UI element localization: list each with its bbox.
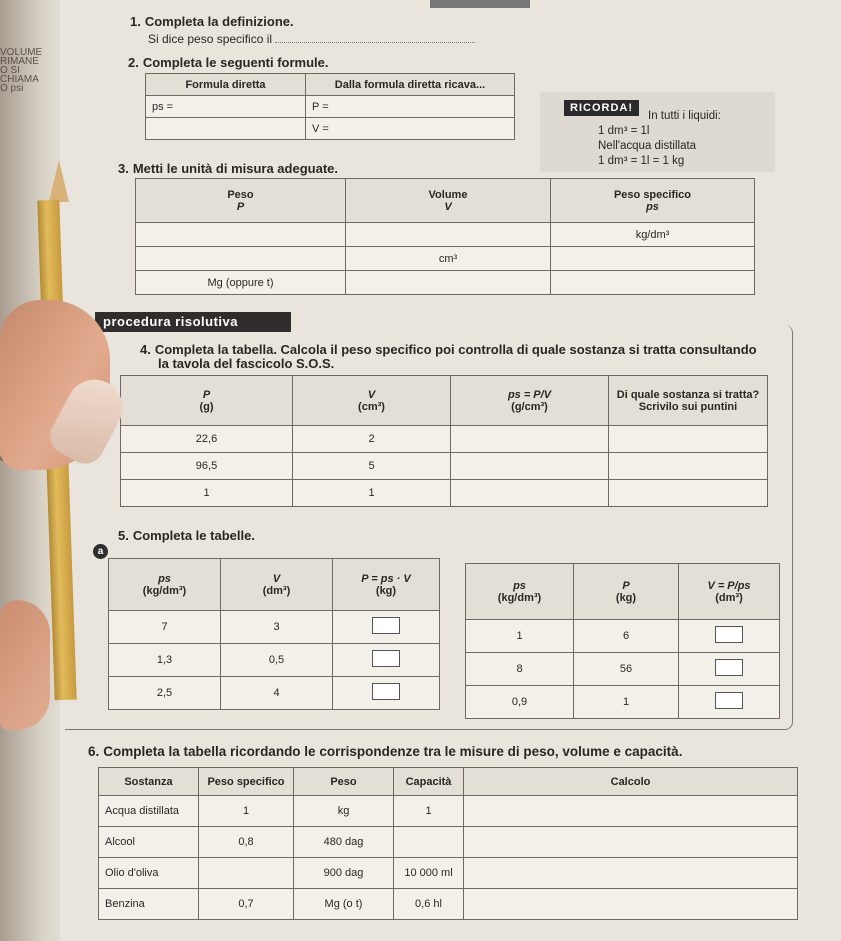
header-top: ps	[158, 572, 171, 585]
q4-answer[interactable]	[451, 426, 609, 453]
q6-header: Peso	[294, 768, 394, 796]
q4-cell: 5	[293, 453, 451, 480]
q5b-header	[679, 564, 780, 620]
q1-title	[130, 14, 294, 29]
header-top: P	[202, 388, 211, 401]
q3-cell[interactable]	[136, 223, 346, 247]
q5b-cell: 56	[574, 653, 679, 686]
header-bottom: (dm³)	[262, 584, 291, 597]
q6-calcolo[interactable]	[464, 796, 798, 827]
ricorda-badge: RICORDA!	[564, 100, 639, 116]
q4-answer[interactable]	[609, 453, 768, 480]
header-name: Volume	[428, 188, 468, 201]
q4-header	[293, 376, 451, 426]
header-symbol: P	[236, 200, 245, 213]
q5a-header	[333, 559, 440, 611]
answer-box[interactable]	[715, 659, 743, 676]
ricorda-box	[540, 92, 775, 172]
ricorda-line: Nell'acqua distillata	[598, 140, 697, 152]
q5a-answer[interactable]	[333, 677, 440, 710]
q6-cell: 900 dag	[294, 858, 394, 889]
q6-cell[interactable]: kg	[294, 796, 394, 827]
q3-header-peso-specifico	[551, 179, 755, 223]
q6-header: Sostanza	[99, 768, 199, 796]
header-top: Di quale sostanza si tratta?	[616, 388, 760, 401]
pencil-tip-icon	[49, 160, 69, 202]
finger-shape-lower	[0, 600, 50, 730]
answer-box[interactable]	[372, 617, 400, 634]
ricorda-line: 1 dm³ = 1l	[598, 125, 650, 137]
q6-cell: Acqua distillata	[99, 796, 199, 827]
q6-cell: Alcool	[99, 827, 199, 858]
q5b-header	[574, 564, 679, 620]
q2-cell[interactable]	[146, 118, 306, 140]
q6-calcolo[interactable]	[464, 827, 798, 858]
q6-table	[98, 767, 798, 920]
header-bottom: (g/cm³)	[511, 400, 548, 413]
q4-title	[140, 342, 757, 357]
q5a-answer[interactable]	[333, 644, 440, 677]
q6-cell: 0,6 hl	[394, 889, 464, 920]
q4-cell: 2	[293, 426, 451, 453]
answer-box[interactable]	[715, 626, 743, 643]
left-word: RIMANE	[0, 56, 39, 67]
header-bottom: Scrivilo sui puntini	[638, 400, 738, 413]
q5-number: 5.	[118, 528, 129, 543]
header-bottom: (kg/dm³)	[497, 591, 542, 604]
q6-cell: 1	[394, 796, 464, 827]
header-top: V	[367, 388, 376, 401]
q5-title-text: Completa le tabelle.	[132, 528, 255, 543]
q3-cell[interactable]: cm³	[346, 247, 551, 271]
q5a-cell: 2,5	[109, 677, 221, 710]
q1-number: 1.	[130, 14, 141, 29]
q5-table-a	[108, 558, 440, 710]
q6-cell: 1	[199, 796, 294, 827]
q6-number: 6.	[88, 744, 100, 759]
q3-cell[interactable]	[136, 247, 346, 271]
q3-cell[interactable]	[551, 271, 755, 295]
q3-cell[interactable]	[346, 223, 551, 247]
q1-blank[interactable]	[275, 42, 475, 43]
header-name: Peso	[227, 188, 254, 201]
q5b-cell: 1	[466, 620, 574, 653]
q1-prompt: Si dice peso specifico il	[148, 32, 273, 46]
header-bottom: (kg)	[375, 584, 397, 597]
q4-cell: 22,6	[121, 426, 293, 453]
q6-cell: 0,7	[199, 889, 294, 920]
q3-table	[135, 178, 755, 295]
q2-header: Formula diretta	[146, 74, 306, 96]
q6-cell[interactable]: Mg (o t)	[294, 889, 394, 920]
ricorda-line: In tutti i liquidi:	[648, 110, 721, 122]
header-top: ps = P/V	[507, 388, 552, 401]
q6-cell: Benzina	[99, 889, 199, 920]
q2-header: Dalla formula diretta ricava...	[306, 74, 515, 96]
header-symbol: V	[444, 200, 452, 213]
q6-calcolo[interactable]	[464, 858, 798, 889]
q6-title-text: Completa la tabella ricordando le corrispondenze tra le misure di peso, volume e capacità.	[103, 744, 683, 759]
left-word: VOLUME	[0, 47, 43, 58]
q6-cell: 10 000 ml	[394, 858, 464, 889]
header-bottom: (cm³)	[358, 400, 385, 413]
q3-cell[interactable]: kg/dm³	[551, 223, 755, 247]
q3-cell[interactable]	[551, 247, 755, 271]
q5b-cell: 8	[466, 653, 574, 686]
q3-cell[interactable]	[346, 271, 551, 295]
header-name: Peso specifico	[613, 188, 692, 201]
q5a-cell: 7	[109, 611, 221, 644]
q4-header	[609, 376, 768, 426]
q4-answer[interactable]	[451, 453, 609, 480]
q5a-header	[221, 559, 333, 611]
q6-cell: 0,8	[199, 827, 294, 858]
q6-header: Capacità	[394, 768, 464, 796]
left-word: O SI CHIAMA	[0, 65, 39, 85]
q4-table	[120, 375, 768, 507]
q3-header-peso	[136, 179, 346, 223]
left-word: O psi	[0, 83, 24, 94]
q2-number: 2.	[128, 55, 139, 70]
header-bottom: (kg/dm³)	[142, 584, 187, 597]
q5a-header	[109, 559, 221, 611]
q4-number: 4.	[140, 342, 151, 357]
q2-cell[interactable]: V =	[306, 118, 515, 140]
header-bottom: (dm³)	[715, 591, 743, 604]
q2-title-text: Completa le seguenti formule.	[142, 55, 329, 70]
answer-box[interactable]	[715, 692, 743, 709]
q6-calcolo[interactable]	[464, 889, 798, 920]
q4-answer[interactable]	[609, 480, 768, 507]
q1-text	[148, 32, 475, 46]
header-top: P	[622, 579, 630, 592]
q5b-answer[interactable]	[679, 686, 780, 719]
header-top: V	[272, 572, 281, 585]
q4-title-line1: Completa la tabella. Calcola il peso specifico poi controlla di quale sostanza si tratta consultando	[154, 342, 757, 357]
q3-title-text: Metti le unità di misura adeguate.	[132, 161, 338, 176]
q6-header: Peso specifico	[199, 768, 294, 796]
q3-cell[interactable]: Mg (oppure t)	[136, 271, 346, 295]
header-bottom: (kg)	[615, 591, 637, 604]
header-symbol: ps	[646, 200, 659, 213]
header-top: P = ps · V	[361, 572, 411, 585]
q4-cell: 96,5	[121, 453, 293, 480]
q4-cell: 1	[121, 480, 293, 507]
ricorda-line: 1 dm³ = 1l = 1 kg	[598, 155, 685, 167]
q6-title	[88, 744, 682, 759]
q4-header	[121, 376, 293, 426]
q6-header: Calcolo	[464, 768, 798, 796]
q4-header	[451, 376, 609, 426]
q2-cell[interactable]: ps =	[146, 96, 306, 118]
q5b-answer[interactable]	[679, 620, 780, 653]
q5a-cell: 1,3	[109, 644, 221, 677]
q6-cell[interactable]	[394, 827, 464, 858]
q3-title	[118, 161, 338, 176]
q5b-cell: 0,9	[466, 686, 574, 719]
q5a-answer[interactable]	[333, 611, 440, 644]
q6-cell: Olio d'oliva	[99, 858, 199, 889]
left-margin-words	[0, 48, 60, 93]
q1-title-text: Completa la definizione.	[144, 14, 294, 29]
q5-sub-badge: a	[93, 544, 108, 559]
q5b-header	[466, 564, 574, 620]
q5b-answer[interactable]	[679, 653, 780, 686]
q6-cell[interactable]	[199, 858, 294, 889]
header-top: ps	[513, 579, 526, 592]
q3-header-volume	[346, 179, 551, 223]
q6-cell: 480 dag	[294, 827, 394, 858]
q4-answer[interactable]	[609, 426, 768, 453]
q5a-cell: 3	[221, 611, 333, 644]
q2-cell[interactable]: P =	[306, 96, 515, 118]
header-top: V = P/ps	[707, 579, 751, 592]
header-bottom: (g)	[199, 400, 214, 413]
q4-answer[interactable]	[451, 480, 609, 507]
q5b-cell: 6	[574, 620, 679, 653]
q5a-cell: 4	[221, 677, 333, 710]
q4-cell: 1	[293, 480, 451, 507]
q5-table-b	[465, 563, 780, 719]
q5b-cell: 1	[574, 686, 679, 719]
header-strip	[430, 0, 530, 8]
q2-table	[145, 73, 515, 140]
answer-box[interactable]	[372, 650, 400, 667]
q4-title-line2: la tavola del fascicolo S.O.S.	[158, 356, 335, 371]
q5-title	[118, 528, 255, 543]
q2-title	[128, 55, 329, 70]
answer-box[interactable]	[372, 683, 400, 700]
procedura-badge: procedura risolutiva	[95, 312, 291, 332]
q3-number: 3.	[118, 161, 129, 176]
q5a-cell: 0,5	[221, 644, 333, 677]
